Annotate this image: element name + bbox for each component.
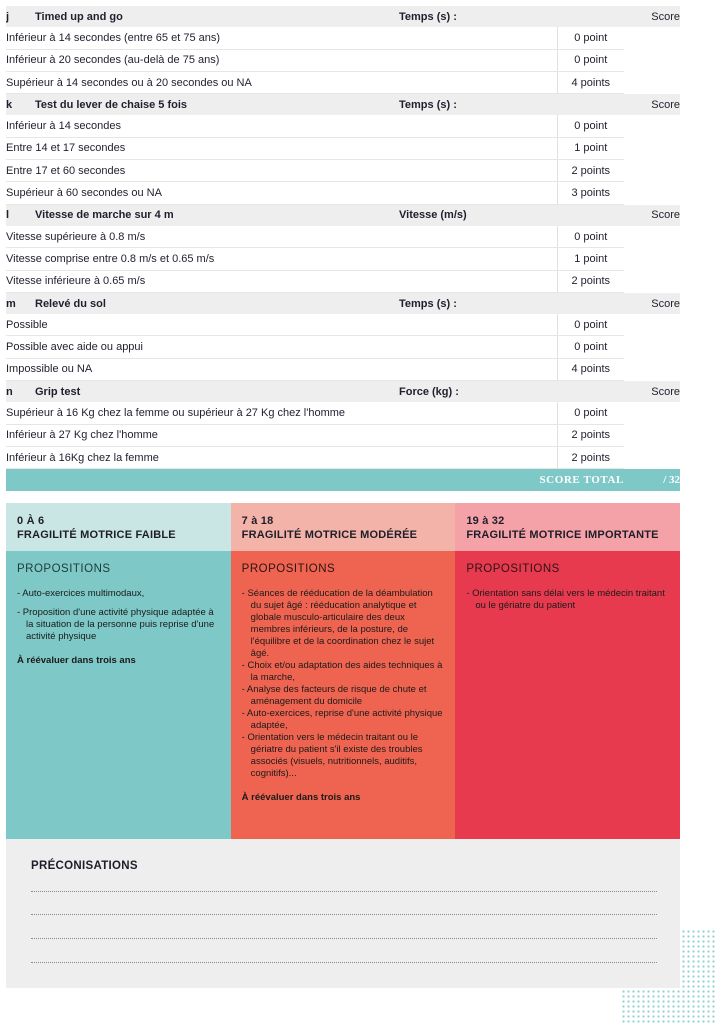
criterion-label: Impossible ou NA [6, 358, 557, 380]
test-header-row [6, 292, 680, 314]
proposition-item: - Auto-exercices, reprise d'une activité physique adaptée, [241, 708, 443, 731]
criterion-label: Vitesse supérieure à 0.8 m/s [6, 226, 557, 248]
level-body [455, 551, 680, 839]
preconisations-box [6, 839, 680, 988]
criterion-points: 0 point [557, 226, 624, 248]
criterion-label: Supérieur à 14 secondes ou à 20 secondes ou NA [6, 71, 557, 93]
criterion-points: 2 points [557, 446, 624, 468]
fragility-levels [6, 503, 680, 839]
writing-line[interactable] [31, 914, 657, 915]
test-letter: l [6, 204, 35, 226]
proposition-item: - Orientation vers le médecin traitant ou le gériatre du patient s'il existe des troubles associés (visuels, nutritionnels, auditifs, cognitifs)... [241, 732, 423, 779]
score-entry-cell[interactable] [624, 314, 680, 336]
criterion-row [6, 314, 680, 336]
criterion-row [6, 358, 680, 380]
test-name: Timed up and go [35, 6, 399, 27]
writing-line[interactable] [31, 938, 657, 939]
propositions-label: PROPOSITIONS [466, 563, 560, 575]
level-range: 19 à 32 [466, 515, 505, 527]
score-entry-cell[interactable] [624, 182, 680, 204]
score-entry-cell[interactable] [624, 424, 680, 446]
score-label: Score [557, 204, 680, 226]
test-letter: k [6, 94, 35, 116]
proposition-item: - Choix et/ou adaptation des aides techniques à la marche, [241, 660, 443, 683]
level-low [6, 503, 231, 839]
score-entry-cell[interactable] [624, 115, 680, 137]
criterion-points: 1 point [557, 248, 624, 270]
score-entry-cell[interactable] [624, 446, 680, 468]
score-entry-cell[interactable] [624, 336, 680, 358]
score-table [6, 6, 680, 491]
criterion-label: Vitesse inférieure à 0.65 m/s [6, 270, 557, 292]
criterion-points: 1 point [557, 137, 624, 159]
measure-label: Vitesse (m/s) [399, 204, 557, 226]
proposition-item: - Proposition d'une activité physique adaptée à la situation de la personne puis reprise d'une activité physique [17, 607, 215, 642]
criterion-label: Possible avec aide ou appui [6, 336, 557, 358]
criterion-row [6, 226, 680, 248]
measure-label: Force (kg) : [399, 381, 557, 403]
proposition-item: - Séances de rééducation de la déambulation du sujet âgé : rééducation analytique et globale musculo-articulaire des deux membres inférieurs, de la posture, de l'équilibre et de la coordination chez le sujet âgé. [241, 588, 435, 659]
proposition-item: - Orientation sans délai vers le médecin traitant ou le gériatre du patient [466, 588, 665, 611]
test-letter: m [6, 292, 35, 314]
reevaluation-note: À réévaluer dans trois ans [241, 792, 361, 803]
criterion-points: 2 points [557, 270, 624, 292]
criterion-label: Entre 14 et 17 secondes [6, 137, 557, 159]
criterion-row [6, 402, 680, 424]
score-entry-cell[interactable] [624, 270, 680, 292]
level-header [455, 503, 680, 551]
criterion-label: Inférieur à 14 secondes [6, 115, 557, 137]
proposition-item: - Analyse des facteurs de risque de chute et aménagement du domicile [241, 684, 427, 707]
criterion-points: 0 point [557, 314, 624, 336]
writing-line[interactable] [31, 962, 657, 963]
test-letter: n [6, 381, 35, 403]
criterion-row [6, 446, 680, 468]
score-entry-cell[interactable] [624, 248, 680, 270]
criterion-row [6, 137, 680, 159]
score-label: Score [557, 381, 680, 403]
criterion-row [6, 71, 680, 93]
test-name: Relevé du sol [35, 292, 399, 314]
measure-label: Temps (s) : [399, 6, 557, 27]
measure-label: Temps (s) : [399, 94, 557, 116]
score-label: Score [557, 292, 680, 314]
level-high [455, 503, 680, 839]
level-header [231, 503, 456, 551]
score-total-row [6, 469, 680, 491]
level-title: FRAGILITÉ MOTRICE FAIBLE [17, 529, 176, 541]
level-header [6, 503, 231, 551]
criterion-row [6, 49, 680, 71]
criterion-points: 4 points [557, 71, 624, 93]
criterion-points: 0 point [557, 336, 624, 358]
level-moderate [231, 503, 456, 839]
test-header-row [6, 6, 680, 27]
criterion-points: 0 point [557, 27, 624, 49]
measure-label: Temps (s) : [399, 292, 557, 314]
level-range: 7 à 18 [241, 515, 274, 527]
criterion-points: 0 point [557, 49, 624, 71]
proposition-item: - Auto-exercices multimodaux, [17, 588, 145, 599]
reevaluation-note: À réévaluer dans trois ans [17, 655, 136, 666]
score-label: Score [557, 94, 680, 116]
test-name: Vitesse de marche sur 4 m [35, 204, 399, 226]
criterion-row [6, 270, 680, 292]
score-entry-cell[interactable] [624, 160, 680, 182]
score-entry-cell[interactable] [624, 27, 680, 49]
score-total-max: / 32 [624, 469, 680, 491]
writing-line[interactable] [31, 891, 657, 892]
score-label: Score [557, 6, 680, 27]
criterion-points: 2 points [557, 160, 624, 182]
test-name: Test du lever de chaise 5 fois [35, 94, 399, 116]
criterion-row [6, 182, 680, 204]
criterion-row [6, 115, 680, 137]
score-entry-cell[interactable] [624, 402, 680, 424]
criterion-row [6, 160, 680, 182]
test-letter: j [6, 6, 35, 27]
criterion-points: 2 points [557, 424, 624, 446]
score-entry-cell[interactable] [624, 358, 680, 380]
criterion-points: 3 points [557, 182, 624, 204]
score-total-label: SCORE TOTAL [6, 469, 624, 491]
test-name: Grip test [35, 381, 399, 403]
preconisations-title: PRÉCONISATIONS [31, 860, 138, 872]
criterion-label: Entre 17 et 60 secondes [6, 160, 557, 182]
criterion-row [6, 336, 680, 358]
score-entry-cell[interactable] [624, 226, 680, 248]
criterion-label: Inférieur à 20 secondes (au-delà de 75 ans) [6, 49, 557, 71]
criterion-label: Vitesse comprise entre 0.8 m/s et 0.65 m/s [6, 248, 557, 270]
criterion-label: Inférieur à 27 Kg chez l'homme [6, 424, 557, 446]
test-header-row [6, 204, 680, 226]
propositions-label: PROPOSITIONS [241, 563, 336, 575]
criterion-label: Supérieur à 16 Kg chez la femme ou supérieur à 27 Kg chez l'homme [6, 402, 557, 424]
test-header-row [6, 381, 680, 403]
criterion-points: 4 points [557, 358, 624, 380]
score-entry-cell[interactable] [624, 71, 680, 93]
propositions-list [466, 588, 670, 612]
propositions-label: PROPOSITIONS [17, 563, 111, 575]
score-entry-cell[interactable] [624, 49, 680, 71]
level-range: 0 À 6 [17, 515, 45, 527]
criterion-points: 0 point [557, 402, 624, 424]
level-title: FRAGILITÉ MOTRICE IMPORTANTE [466, 529, 659, 541]
criterion-row [6, 248, 680, 270]
criterion-label: Supérieur à 60 secondes ou NA [6, 182, 557, 204]
criterion-row [6, 424, 680, 446]
level-title: FRAGILITÉ MOTRICE MODÉRÉE [241, 529, 418, 541]
criterion-label: Inférieur à 16Kg chez la femme [6, 446, 557, 468]
propositions-list [17, 588, 221, 643]
score-entry-cell[interactable] [624, 137, 680, 159]
test-header-row [6, 94, 680, 116]
criterion-label: Possible [6, 314, 557, 336]
criterion-row [6, 27, 680, 49]
criterion-points: 0 point [557, 115, 624, 137]
level-body [6, 551, 231, 839]
level-body [231, 551, 456, 839]
propositions-list [242, 588, 446, 780]
criterion-label: Inférieur à 14 secondes (entre 65 et 75 ans) [6, 27, 557, 49]
